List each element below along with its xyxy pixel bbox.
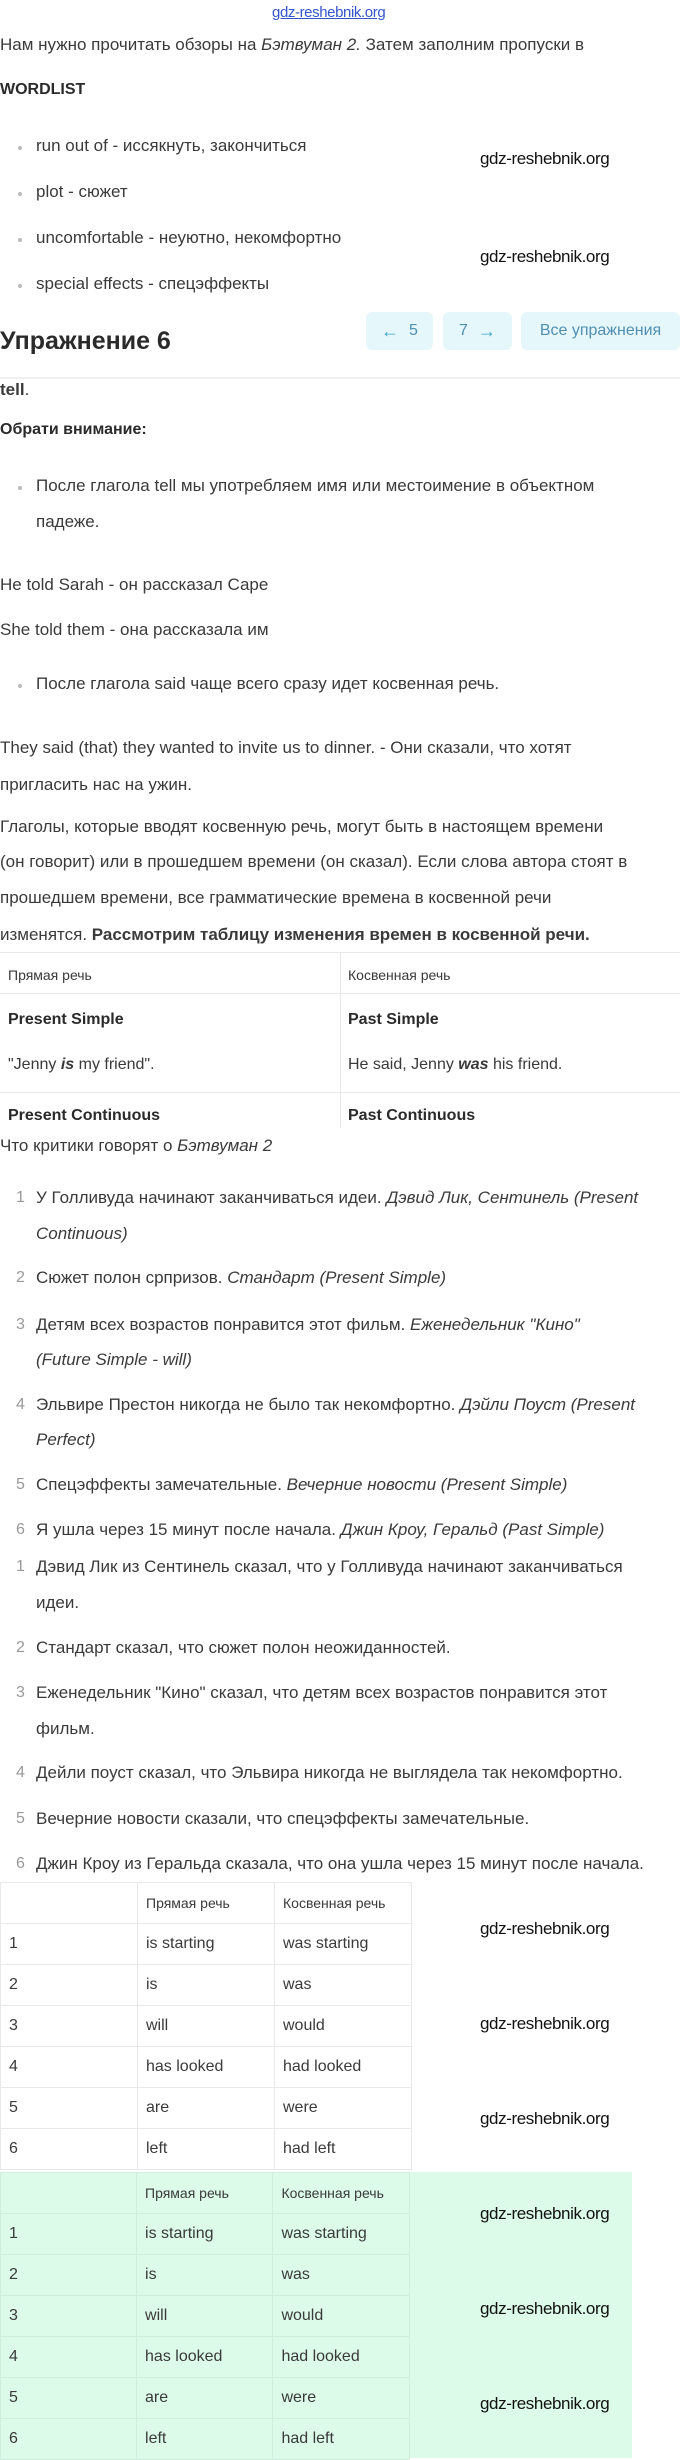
list-item: uncomfortable - неуютно, некомфортно (36, 228, 342, 247)
table-header: Косвенная речь (273, 2173, 410, 2214)
rule-tell-line2: падеже. (36, 512, 100, 531)
list-item: plot - сюжет (36, 182, 128, 201)
list-item-cont: (Future Simple - will) (36, 1350, 192, 1369)
example-3-line2: пригласить нас на ужин. (0, 775, 193, 794)
table-cell: 1 (1, 1924, 138, 1965)
tense-example: "Jenny is my friend". (8, 1056, 155, 1073)
bullet-icon (18, 192, 22, 196)
header-reported: Косвенная речь (348, 967, 451, 983)
arrow-left-icon: ← (381, 320, 400, 341)
table-cell: was (273, 2255, 410, 2296)
item-number: 4 (16, 1764, 25, 1781)
paragraph-line: прошедшем времени, все грамматические времена в косвенной речи (0, 888, 552, 907)
watermark: gdz-reshebnik.org (480, 2014, 610, 2033)
table-cell: 4 (1, 2047, 138, 2088)
all-label: Все упражнения (539, 322, 662, 339)
tense-example: He said, Jenny was his friend. (348, 1056, 563, 1073)
table-row (1, 2337, 410, 2378)
item-number: 2 (16, 1269, 25, 1286)
table-row (1, 2129, 412, 2170)
table-row (1, 2214, 410, 2255)
paragraph-line: (он говорит) или в прошедшем времени (он сказал). Если слова автора стоят в (0, 852, 628, 871)
critics-heading: Что критики говорят о Бэтвуман 2 (0, 1136, 273, 1155)
bullet-icon (18, 238, 22, 242)
table-row (1, 2378, 410, 2419)
answer-table-highlight (0, 2172, 410, 2460)
item-number: 6 (16, 1521, 25, 1538)
table-header (1, 2173, 137, 2214)
watermark: gdz-reshebnik.org (480, 149, 610, 168)
table-cell: is starting (137, 2214, 273, 2255)
table-header-row (1, 1883, 412, 1924)
table-cell: are (137, 2378, 273, 2419)
item-number: 5 (16, 1476, 25, 1493)
paragraph-line: изменятся. Рассмотрим таблицу изменения времен в косвенной речи. (0, 925, 590, 944)
table-header: Прямая речь (138, 1883, 275, 1924)
watermark: gdz-reshebnik.org (480, 2299, 610, 2318)
intro-text: Нам нужно прочитать обзоры на Бэтвуман 2. Затем заполним пропуски в (0, 35, 585, 54)
tense-name: Present Simple (8, 1011, 124, 1028)
arrow-right-icon: → (477, 320, 496, 341)
table-cell: would (273, 2296, 410, 2337)
watermark: gdz-reshebnik.org (272, 4, 386, 21)
list-item-cont: идеи. (36, 1593, 80, 1612)
item-number: 1 (16, 1189, 25, 1206)
bullet-icon (18, 486, 22, 490)
watermark: gdz-reshebnik.org (480, 247, 610, 266)
table-header: Косвенная речь (275, 1883, 412, 1924)
table-cell: 5 (1, 2088, 138, 2129)
table-row (1, 1965, 412, 2006)
rule-tell-line1: После глагола tell мы употребляем имя или местоимение в объектном (36, 476, 595, 495)
rule-said: После глагола said чаще всего сразу идет косвенная речь. (36, 674, 500, 693)
bullet-icon (18, 684, 22, 688)
next-label: 7 (459, 322, 468, 339)
list-item: run out of - иссякнуть, закончиться (36, 136, 307, 155)
item-number: 3 (16, 1316, 25, 1333)
table-header-row (1, 2173, 410, 2214)
table-cell: 6 (1, 2419, 137, 2460)
prev-label: 5 (409, 322, 418, 339)
example-2: She told them - она рассказала им (0, 620, 269, 639)
table-cell: 4 (1, 2337, 137, 2378)
table-cell: 2 (1, 2255, 137, 2296)
next-exercise-button[interactable] (443, 312, 512, 350)
item-number: 3 (16, 1684, 25, 1701)
list-item-cont: Perfect) (36, 1430, 96, 1449)
table-cell: will (138, 2006, 275, 2047)
list-item: Стандарт сказал, что сюжет полон неожиданностей. (36, 1638, 451, 1657)
table-cell: was (275, 1965, 412, 2006)
list-item: Спецэффекты замечательные. Вечерние новости (Present Simple) (36, 1475, 568, 1494)
table-row (1, 2296, 410, 2337)
table-header (1, 1883, 138, 1924)
table-cell: will (137, 2296, 273, 2337)
bullet-icon (18, 146, 22, 150)
item-number: 2 (16, 1639, 25, 1656)
watermark: gdz-reshebnik.org (480, 2204, 610, 2223)
tense-name: Past Continuous (348, 1107, 476, 1124)
watermark: gdz-reshebnik.org (480, 2109, 610, 2128)
table-cell: is starting (138, 1924, 275, 1965)
table-cell: left (137, 2419, 273, 2460)
table-cell: had left (275, 2129, 412, 2170)
table-cell: had looked (273, 2337, 410, 2378)
answer-table (0, 1882, 412, 2170)
table-cell: 3 (1, 2006, 138, 2047)
table-row (1, 2419, 410, 2460)
paragraph-line: Глаголы, которые вводят косвенную речь, могут быть в настоящем времени (0, 817, 604, 836)
watermark: gdz-reshebnik.org (480, 1919, 610, 1938)
table-cell: were (273, 2378, 410, 2419)
table-cell: is (137, 2255, 273, 2296)
wordlist-title: WORDLIST (0, 81, 86, 98)
table-cell: has looked (137, 2337, 273, 2378)
header-direct: Прямая речь (8, 967, 92, 983)
prev-exercise-button[interactable] (366, 312, 433, 350)
bullet-icon (18, 284, 22, 288)
table-cell: 2 (1, 1965, 138, 2006)
table-cell: had left (273, 2419, 410, 2460)
list-item-cont: Continuous) (36, 1224, 128, 1243)
tense-name: Present Continuous (8, 1107, 161, 1124)
table-header: Прямая речь (137, 2173, 273, 2214)
item-number: 4 (16, 1396, 25, 1413)
divider (0, 377, 680, 379)
table-row (1, 1924, 412, 1965)
table-row (1, 2088, 412, 2129)
item-number: 1 (16, 1558, 25, 1575)
item-number: 5 (16, 1810, 25, 1827)
table-cell: is (138, 1965, 275, 2006)
table-cell: left (138, 2129, 275, 2170)
table-cell: 3 (1, 2296, 137, 2337)
list-item: Вечерние новости сказали, что спецэффекты замечательные. (36, 1809, 530, 1828)
table-cell: has looked (138, 2047, 275, 2088)
all-exercises-button[interactable] (521, 312, 680, 350)
watermark: gdz-reshebnik.org (480, 2394, 610, 2413)
tense-table (0, 952, 680, 1128)
list-item: special effects - спецэффекты (36, 274, 270, 293)
table-cell: had looked (275, 2047, 412, 2088)
table-cell: are (138, 2088, 275, 2129)
page-title: Упражнение 6 (0, 327, 171, 355)
item-number: 6 (16, 1855, 25, 1872)
tell-text: tell. (0, 380, 30, 399)
list-item: Сюжет полон српризов. Стандарт (Present Simple) (36, 1268, 447, 1287)
attention-heading: Обрати внимание: (0, 421, 147, 438)
list-item: Еженедельник "Кино" сказал, что детям всех возрастов понравится этот (36, 1683, 608, 1702)
list-item-cont: фильм. (36, 1719, 95, 1738)
list-item: У Голливуда начинают заканчиваться идеи. Дэвид Лик, Сентинель (Present (36, 1188, 639, 1207)
example-3-line1: They said (that) they wanted to invite us to dinner. - Они сказали, что хотят (0, 738, 572, 757)
table-cell: 1 (1, 2214, 137, 2255)
list-item: Эльвире Престон никогда не было так некомфортно. Дэйли Поуст (Present (36, 1395, 636, 1414)
tense-name: Past Simple (348, 1011, 439, 1028)
table-cell: was starting (273, 2214, 410, 2255)
table-row (1, 2006, 412, 2047)
table-cell: 5 (1, 2378, 137, 2419)
table-row (1, 2047, 412, 2088)
list-item: Джин Кроу из Геральда сказала, что она ушла через 15 минут после начала. (36, 1854, 644, 1873)
list-item: Дэвид Лик из Сентинель сказал, что у Голливуда начинают заканчиваться (36, 1557, 623, 1576)
table-cell: were (275, 2088, 412, 2129)
list-item: Я ушла через 15 минут после начала. Джин Кроу, Геральд (Past Simple) (36, 1520, 605, 1539)
list-item: Дейли поуст сказал, что Эльвира никогда не выглядела так некомфортно. (36, 1763, 623, 1782)
example-1: He told Sarah - он рассказал Саре (0, 575, 269, 594)
table-cell: would (275, 2006, 412, 2047)
list-item: Детям всех возрастов понравится этот фильм. Еженедельник "Кино" (36, 1315, 580, 1334)
table-row (1, 2255, 410, 2296)
table-cell: was starting (275, 1924, 412, 1965)
table-cell: 6 (1, 2129, 138, 2170)
